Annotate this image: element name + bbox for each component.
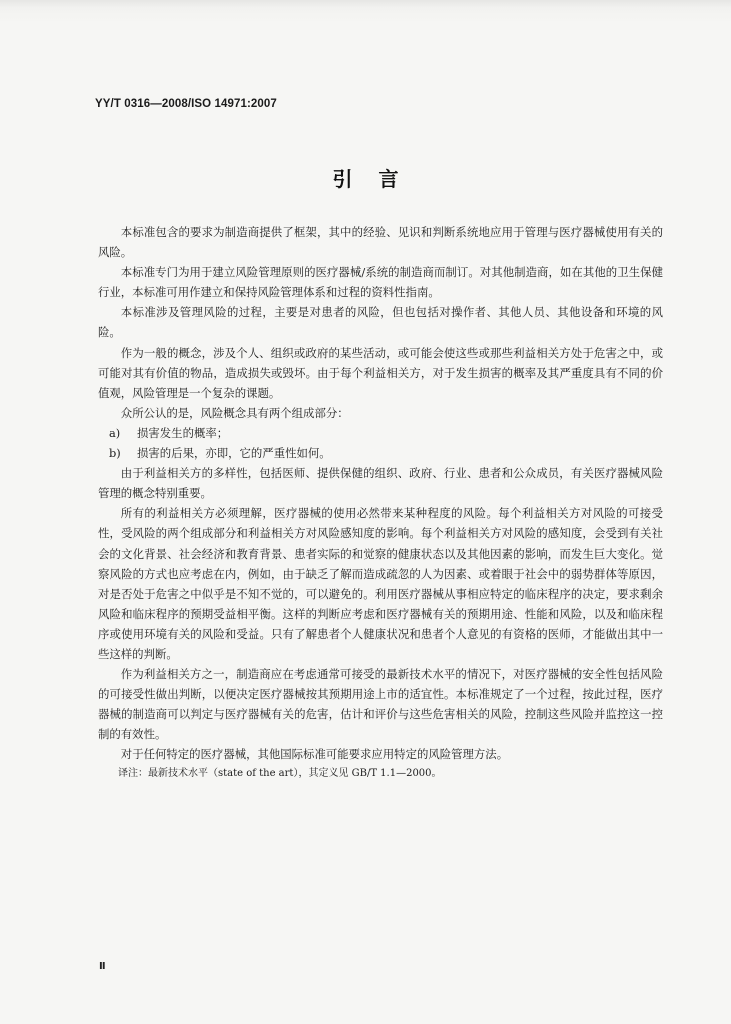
list-marker: a) <box>109 425 121 440</box>
paragraph: 本标准包含的要求为制造商提供了框架，其中的经验、见识和判断系统地应用于管理与医疗器械使用有关的风险。 <box>98 225 663 260</box>
page-title: 引言 <box>332 167 425 191</box>
paragraph: 本标准涉及管理风险的过程，主要是对患者的风险，但也包括对操作者、其他人员、其他设备和环境的风险。 <box>98 305 663 340</box>
page-number: Ⅱ <box>99 961 106 972</box>
list-item-text: 损害发生的概率； <box>137 425 229 440</box>
list-item <box>98 443 663 463</box>
paragraph: 作为一般的概念，涉及个人、组织或政府的某些活动，或可能会使这些或那些利益相关方处于危害之中，或可能对其有价值的物品，造成损失或毁坏。由于每个利益相关方，对于发生损害的概率及其严重度具有不同的价值观，风险管理是一个复杂的课题。 <box>98 345 663 400</box>
paragraph: 对于任何特定的医疗器械，其他国际标准可能要求应用特定的风险管理方法。 <box>120 747 509 762</box>
paragraph: 众所公认的是，风险概念具有两个组成部分： <box>120 405 349 420</box>
list-item-text: 损害的后果，亦即，它的严重性如何。 <box>137 446 331 461</box>
paragraph: 作为利益相关方之一，制造商应在考虑通常可接受的最新技术水平的情况下，对医疗器械的安全性包括风险的可接受性做出判断，以便决定医疗器械按其预期用途上市的适宜性。本标准规定了一个过程，按此过程，医疗器械的制造商可以判定与医疗器械有关的危害，估计和评价与这些危害相关的风险，控制这些风险并监控这一控制的有效性。 <box>98 667 663 742</box>
paragraph: 本标准专门为用于建立风险管理原则的医疗器械/系统的制造商而制订。对其他制造商，如在其他的卫生保健行业，本标准可用作建立和保持风险管理体系和过程的资料性指南。 <box>98 265 663 300</box>
scan-edge <box>0 0 731 24</box>
list-marker: b) <box>109 446 121 461</box>
translator-note: 译注：最新技术水平（state of the art），其定义见 GB/T 1.1—2000。 <box>118 767 442 779</box>
list-item <box>98 423 663 443</box>
body-text <box>98 222 663 783</box>
paragraph: 所有的利益相关方必须理解，医疗器械的使用必然带来某种程度的风险。每个利益相关方对风险的可接受性，受风险的两个组成部分和利益相关方对风险感知度的影响。每个利益相关方对风险的感知度，会受到有关社会的文化背景、社会经济和教育背景、患者实际的和觉察的健康状态以及其他因素的影响，而发生巨大变化。觉察风险的方式也应考虑在内，例如，由于缺乏了解而造成疏忽的人为因素、或着眼于社会中的弱势群体等原因，对是否处于危害之中似乎是不知不觉的，可以避免的。利用医疗器械从事相应特定的临床程序的决定，要求剩余风险和临床程序的预期受益相平衡。这样的判断应考虑和医疗器械有关的预期用途、性能和风险，以及和临床程序或使用环境有关的风险和受益。只有了解患者个人健康状况和患者个人意见的有资格的医师，才能做出其中一些这样的判断。 <box>98 506 663 661</box>
standard-code: YY/T 0316—2008/ISO 14971:2007 <box>95 98 277 110</box>
paragraph: 由于利益相关方的多样性，包括医师、提供保健的组织、政府、行业、患者和公众成员，有关医疗器械风险管理的概念特别重要。 <box>98 466 663 501</box>
